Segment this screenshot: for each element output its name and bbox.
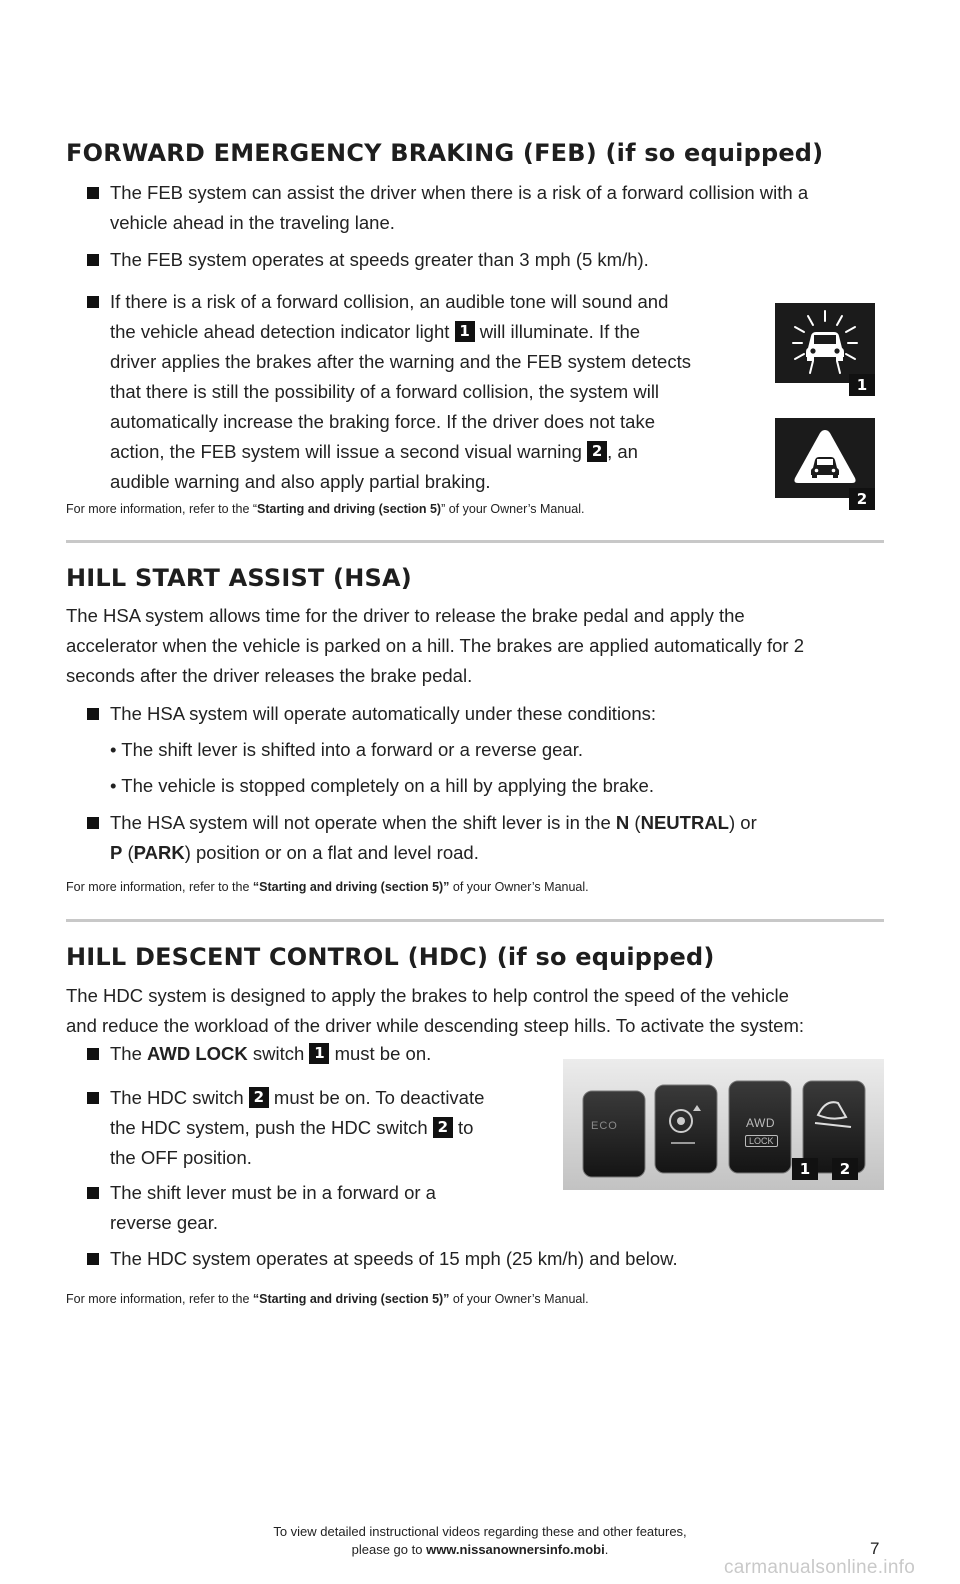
feb-bullet-3 — [110, 287, 750, 497]
text: the OFF position. — [110, 1147, 252, 1168]
bullet — [87, 1048, 99, 1060]
callout-badge: 1 — [309, 1043, 329, 1064]
watermark: carmanualsonline.info — [724, 1557, 916, 1578]
feb-bullet-1-line-2: vehicle ahead in the traveling lane. — [110, 212, 395, 233]
bullet — [87, 187, 99, 199]
hsa-reference — [66, 880, 589, 894]
callout-badge: 2 — [249, 1087, 269, 1108]
callout-badge: 1 — [849, 374, 875, 396]
text: The shift lever must be in a forward or a — [110, 1182, 436, 1203]
hsa-intro — [66, 601, 804, 691]
bullet — [87, 296, 99, 308]
callout-badge: 1 — [455, 321, 475, 342]
text: The HSA system will not operate when the shift lever is in the — [110, 812, 611, 833]
text: ” of your Owner’s Manual. — [441, 502, 585, 516]
text: Starting and driving (section 5) — [257, 502, 442, 516]
feb-bullet-3-line — [110, 317, 750, 347]
hsa-title: HILL START ASSIST (HSA) — [66, 564, 412, 592]
text: For more information, refer to the — [66, 1292, 253, 1306]
feb-bullet-3-line: driver applies the brakes after the warning and the FEB system detects — [110, 351, 691, 372]
section-divider — [66, 540, 884, 543]
text: N — [615, 812, 630, 833]
callout-badge: 2 — [832, 1158, 858, 1180]
text: AWD LOCK — [147, 1043, 248, 1064]
text: The HSA system will not operate when the shift lever is in the N (NEUTRAL) or — [110, 812, 757, 833]
feb-title: FORWARD EMERGENCY BRAKING (FEB) (if so equipped) — [66, 139, 824, 167]
hdc-bullet-1 — [110, 1039, 431, 1069]
hsa-sub-bullet-1: • The shift lever is shifted into a forward or a reverse gear. — [110, 739, 583, 760]
text: To view detailed instructional videos regarding these and other features, — [273, 1524, 687, 1539]
text: switch — [252, 1043, 305, 1064]
bullet — [87, 817, 99, 829]
text: of your Owner’s Manual. — [449, 880, 589, 894]
text: PARK — [133, 842, 185, 863]
hdc-bullet-4: The HDC system operates at speeds of 15 mph (25 km/h) and below. — [110, 1248, 678, 1269]
text — [110, 1113, 484, 1143]
feb-bullet-3-line: that there is still the possibility of a forward collision, the system will — [110, 381, 660, 402]
feb-bullet-1 — [110, 178, 900, 238]
callout-badge: 2 — [433, 1117, 453, 1138]
text: accelerator when the vehicle is parked on a hill. The brakes are applied automatically for 2 — [66, 635, 805, 656]
text: please go to — [351, 1542, 427, 1557]
vehicle-ahead-indicator-image — [775, 303, 875, 383]
text: P (PARK) position or on a flat and level road. — [110, 842, 479, 863]
text: the HDC system, push the HDC switch — [110, 1117, 428, 1138]
callout-badge: 2 — [849, 488, 875, 510]
text: reverse gear. — [110, 1212, 218, 1233]
text: NEUTRAL — [640, 812, 729, 833]
forward-collision-warning-image — [775, 418, 875, 498]
hdc-reference — [66, 1292, 589, 1306]
text: must be on. To deactivate — [273, 1087, 485, 1108]
footer-note — [230, 1523, 730, 1559]
hdc-bullet-2 — [110, 1083, 484, 1173]
bullet — [87, 1253, 99, 1265]
page-number: 7 — [870, 1539, 880, 1558]
feb-bullet-3-line — [110, 437, 750, 467]
footer-url-link[interactable]: www.nissanownersinfo.mobi — [426, 1542, 605, 1557]
text: . — [604, 1542, 609, 1557]
eco-switch-label: ECO — [591, 1120, 618, 1132]
text: the vehicle ahead detection indicator light — [110, 321, 450, 342]
text: The HSA system allows time for the driver to release the brake pedal and apply the — [66, 605, 745, 626]
text: or — [740, 812, 757, 833]
callout-badge: 2 — [587, 441, 607, 462]
text — [110, 1083, 484, 1113]
text: and reduce the workload of the driver while descending steep hills. To activate the system: — [66, 1015, 805, 1036]
text: position or on a flat and level road. — [196, 842, 479, 863]
hsa-sub-bullet-2: • The vehicle is stopped completely on a hill by applying the brake. — [110, 775, 654, 796]
callout-badge: 1 — [792, 1158, 818, 1180]
section-divider — [66, 919, 884, 922]
hdc-bullet-3 — [110, 1178, 436, 1238]
hsa-bullet-2 — [110, 808, 757, 868]
hdc-intro — [66, 981, 804, 1041]
awd-switch-label: AWD — [746, 1116, 776, 1130]
hsa-bullet-1: The HSA system will operate automatically under these conditions: — [110, 703, 657, 724]
text: For more information, refer to the “ — [66, 502, 258, 516]
bullet — [87, 1187, 99, 1199]
text: The HDC system is designed to apply the brakes to help control the speed of the vehicle — [66, 985, 789, 1006]
feb-reference — [66, 502, 584, 516]
text: of your Owner’s Manual. — [449, 1292, 589, 1306]
hdc-title: HILL DESCENT CONTROL (HDC) (if so equipped) — [66, 943, 715, 971]
feb-bullet-2: The FEB system operates at speeds greater than 3 mph (5 km/h). — [110, 249, 649, 270]
bullet — [87, 708, 99, 720]
feb-bullet-3-line: If there is a risk of a forward collision, an audible tone will sound and — [110, 291, 669, 312]
text: seconds after the driver releases the brake pedal. — [66, 665, 473, 686]
bullet — [87, 1092, 99, 1104]
text: , an — [607, 441, 638, 462]
text: P — [110, 842, 123, 863]
feb-bullet-3-line: automatically increase the braking force. If the driver does not take — [110, 411, 656, 432]
text: “Starting and driving (section 5)” — [252, 1292, 450, 1306]
text: action, the FEB system will issue a second visual warning — [110, 441, 582, 462]
text: “Starting and driving (section 5)” — [252, 880, 450, 894]
lock-switch-label: LOCK — [745, 1135, 778, 1147]
text: will illuminate. If the — [479, 321, 641, 342]
bullet — [87, 254, 99, 266]
car-front-icon — [775, 303, 875, 383]
text — [230, 1541, 730, 1559]
text: For more information, refer to the — [66, 880, 253, 894]
feb-bullet-3-line: audible warning and also apply partial braking. — [110, 471, 491, 492]
text: The HDC switch — [110, 1087, 244, 1108]
text: The — [110, 1043, 142, 1064]
text: must be on. — [334, 1043, 432, 1064]
warning-triangle-car-icon — [775, 418, 875, 498]
feb-bullet-1-line-1: The FEB system can assist the driver when there is a risk of a forward collision with a — [110, 182, 809, 203]
text: to — [457, 1117, 474, 1138]
